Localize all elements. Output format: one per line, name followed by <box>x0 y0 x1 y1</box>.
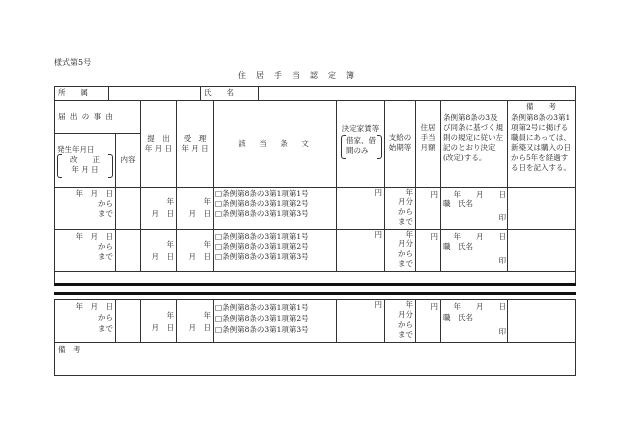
content-header: 内容 <box>120 155 136 164</box>
remarks-header: 備 考 <box>526 102 556 111</box>
remarks-note: 条例第8条の3第1項第2号に掲げる職員にあっては、新築又は購入の日から5年を経過する日を記入する。 <box>511 113 571 172</box>
start-year: 年 <box>405 300 413 309</box>
article-option-1[interactable]: □条例第8条の3第1項第1号 <box>215 232 309 241</box>
article-option-3[interactable]: □条例第8条の3第1項第3号 <box>215 209 309 218</box>
applicable-articles-header: 該 当 条 文 <box>238 139 312 148</box>
submitted-year: 年 <box>166 311 174 320</box>
decision-text: 条例第8条の3及び同条に基づく規則の規定に従い左記のとおり決定(改定)する。 <box>443 113 503 162</box>
official-name: 職 氏名 <box>443 313 473 322</box>
occurrence-date: 年 月 日 <box>75 302 113 311</box>
allowance-monthly-header: 住居手当月額 <box>420 123 436 152</box>
official-date: 年 月 日 <box>453 190 506 199</box>
submitted-month-day: 月 日 <box>151 252 174 261</box>
form-number: 様式第5号 <box>54 58 92 67</box>
rent-yen: 円 <box>374 300 382 309</box>
start-month: 月分 <box>398 197 413 206</box>
footer-remarks-label: 備 考 <box>58 345 81 354</box>
official-date: 年 月 日 <box>453 232 506 241</box>
official-name: 職 氏名 <box>443 199 473 208</box>
start-made: まで <box>398 217 413 226</box>
received-header: 受 理 <box>183 134 207 143</box>
start-kara: から <box>398 320 413 329</box>
official-date: 年 月 日 <box>453 302 506 311</box>
received-year: 年 <box>203 240 211 249</box>
seal: 印 <box>498 213 506 222</box>
official-name: 職 氏名 <box>443 242 473 251</box>
article-option-1[interactable]: □条例第8条の3第1項第1号 <box>215 303 309 312</box>
decided-rent-note: 借家、借間のみ <box>346 136 376 155</box>
submitted-header: 提 出 <box>147 134 170 143</box>
received-year: 年 <box>203 311 211 320</box>
start-made: まで <box>398 330 413 339</box>
kara-label: から <box>98 199 113 208</box>
decided-rent-header: 決定家賃等 <box>341 124 380 133</box>
occurrence-date-header: 発生年月日 <box>57 145 95 154</box>
received-month-day: 月 日 <box>188 209 211 218</box>
page-title: 住 居 手 当 認 定 簿 <box>238 71 355 80</box>
allowance-yen: 円 <box>430 190 438 199</box>
received-date-header: 年 月 日 <box>181 144 209 153</box>
occurrence-date: 年 月 日 <box>75 232 113 241</box>
submitted-month-day: 月 日 <box>151 323 174 332</box>
occurrence-date: 年 月 日 <box>75 189 113 198</box>
made-label: まで <box>98 252 113 261</box>
made-label: まで <box>98 209 113 218</box>
start-made: まで <box>398 259 413 268</box>
article-option-3[interactable]: □条例第8条の3第1項第3号 <box>215 325 309 334</box>
start-month: 月分 <box>398 239 413 248</box>
seal: 印 <box>498 327 506 336</box>
received-month-day: 月 日 <box>188 323 211 332</box>
submitted-month-day: 月 日 <box>151 209 174 218</box>
article-option-2[interactable]: □条例第8条の3第1項第2号 <box>215 314 309 323</box>
submitted-year: 年 <box>166 197 174 206</box>
start-year: 年 <box>405 188 413 197</box>
affiliation-label: 所 属 <box>58 88 88 97</box>
allowance-yen: 円 <box>430 302 438 311</box>
start-kara: から <box>398 207 413 216</box>
allowance-yen: 円 <box>430 232 438 241</box>
kara-label: から <box>98 242 113 251</box>
revision-date-header: 年 月 日 <box>71 165 99 174</box>
start-year: 年 <box>405 230 413 239</box>
submitted-date-header: 年 月 日 <box>144 144 173 153</box>
submitted-year: 年 <box>166 240 174 249</box>
seal: 印 <box>498 256 506 265</box>
received-month-day: 月 日 <box>188 252 211 261</box>
rent-yen: 円 <box>374 230 382 239</box>
payment-start-header: 支給の始期等 <box>388 133 412 152</box>
revision-header: 改 正 <box>70 155 100 164</box>
article-option-2[interactable]: □条例第8条の3第1項第2号 <box>215 242 309 251</box>
start-month: 月分 <box>398 310 413 319</box>
received-year: 年 <box>203 197 211 206</box>
kara-label: から <box>98 313 113 322</box>
article-option-3[interactable]: □条例第8条の3第1項第3号 <box>215 252 309 261</box>
notice-event-header: 届 出 の 事 由 <box>58 112 115 121</box>
article-option-1[interactable]: □条例第8条の3第1項第1号 <box>215 189 309 198</box>
made-label: まで <box>98 324 113 333</box>
name-label: 氏 名 <box>204 88 234 97</box>
article-option-2[interactable]: □条例第8条の3第1項第2号 <box>215 199 309 208</box>
start-kara: から <box>398 249 413 258</box>
rent-yen: 円 <box>374 188 382 197</box>
